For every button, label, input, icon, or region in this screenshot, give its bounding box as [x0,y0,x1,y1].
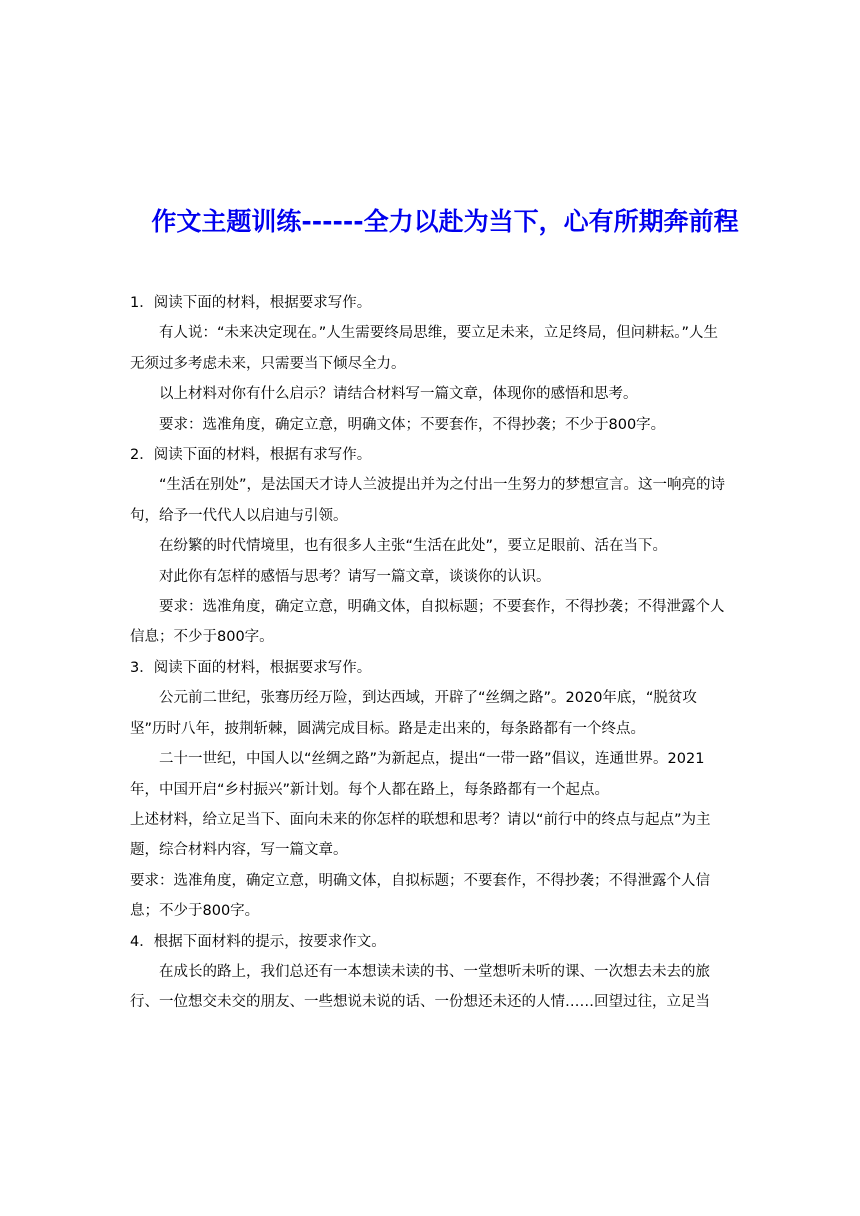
material-paragraph: 对此你有怎样的感悟与思考？请写一篇文章，谈谈你的认识。 [159,568,551,585]
document-title: 作文主题训练------全力以赴为当下，心有所期奔前程 [151,207,739,236]
prompt-line: 上述材料，给立足当下、面向未来的你怎样的联想和思考？请以“前行中的终点与起点”为主题，综合材料内容，写一篇文章。 [130,811,711,859]
prompt-line: 3．阅读下面的材料，根据要求写作。 [130,659,372,676]
material-paragraph: 以上材料对你有什么启示？请结合材料写一篇文章，体现你的感悟和思考。 [159,386,638,403]
document-body [130,288,728,1018]
prompt-line: 4．根据下面材料的提示，按要求作文。 [130,933,386,950]
material-paragraph: 要求：选准角度，确定立意，明确文体，自拟标题；不要套作，不得抄袭；不得泄露个人信息；不少于800字。 [130,599,725,646]
material-paragraph: “生活在别处”，是法国天才诗人兰波提出并为之付出一生努力的梦想宣言。这一响亮的诗句，给予一代代人以启迪与引领。 [130,477,726,524]
material-paragraph: 二十一世纪，中国人以“丝绸之路”为新起点，提出“一带一路”倡议，连通世界。2021年，中国开启“乡村振兴”新计划。每个人都在路上，每条路都有一个起点。 [130,751,705,798]
material-paragraph: 有人说：“未来决定现在。”人生需要终局思维，要立足未来，立足终局，但问耕耘。”人生无须过多考虑未来，只需要当下倾尽全力。 [130,325,719,372]
prompt-line: 要求：选准角度，确定立意，明确文体，自拟标题；不要套作，不得抄袭；不得泄露个人信息；不少于800字。 [130,872,710,920]
prompt-line: 2．阅读下面的材料，根据有求写作。 [130,447,372,464]
material-paragraph: 在纷繁的时代情境里，也有很多人主张“生活在此处”，要立足眼前、活在当下。 [159,538,668,555]
prompt-line: 1．阅读下面的材料，根据要求写作。 [130,295,372,311]
material-paragraph: 公元前二世纪，张骞历经万险，到达西域，开辟了“丝绸之路”。2020年底，“脱贫攻坚”历时八年，披荆斩棘，圆满完成目标。路是走出来的，每条路都有一个终点。 [130,690,697,737]
material-paragraph: 要求：选准角度，确定立意，明确文体；不要套作，不得抄袭；不少于800字。 [159,416,666,433]
material-paragraph: 在成长的路上，我们总还有一本想读未读的书、一堂想听未听的课、一次想去未去的旅行、一位想交未交的朋友、一些想说未说的话、一份想还未还的人情……回望过往，立足当 [130,963,710,1011]
